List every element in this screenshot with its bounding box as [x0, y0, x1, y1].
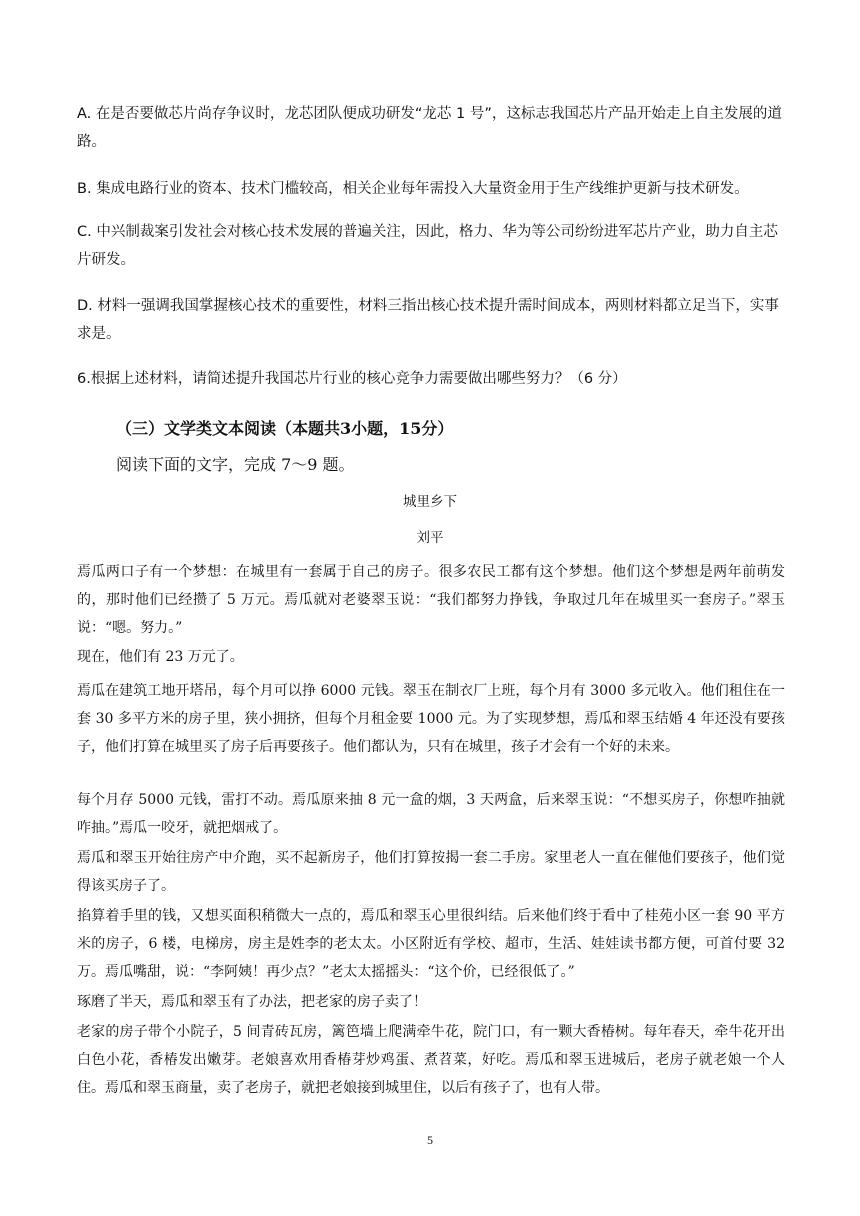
story-paragraph: 焉瓜和翠玉开始往房产中介跑，买不起新房子，他们打算按揭一套二手房。家里老人一直在催他们要孩子，他们觉得该买房子了。	[77, 850, 785, 894]
option-d: D. 材料一强调我国掌握核心技术的重要性，材料三指出核心技术提升需时间成本，两则材料都立足当下，实事求是。	[77, 298, 779, 342]
page-number: 5	[427, 1133, 433, 1147]
story-paragraph: 焉瓜两口子有一个梦想：在城里有一套属于自己的房子。很多农民工都有这个梦想。他们这个梦想是两年前萌发的，那时他们已经攒了 5 万元。焉瓜就对老婆翠玉说：“我们都努力挣钱，争取过几年在城里买一套房子。”翠玉说：“嗯。努力。”	[77, 564, 785, 636]
story-paragraph: 老家的房子带个小院子，5 间青砖瓦房，篱笆墙上爬满牵牛花，院门口，有一颗大香椿树。每年春天，牵牛花开出白色小花，香椿发出嫩芽。老娘喜欢用香椿芽炒鸡蛋、煮苕菜，好吃。焉瓜和翠玉进城后，老房子就老娘一个人住。焉瓜和翠玉商量，卖了老房子，就把老娘接到城里住，以后有孩子了，也有人带。	[77, 1024, 785, 1096]
question-6: 6.根据上述材料，请简述提升我国芯片行业的核心竞争力需要做出哪些努力？（6 分）	[77, 371, 627, 387]
option-a: A. 在是否要做芯片尚存争议时，龙芯团队便成功研发“龙芯 1 号”，这标志我国芯片产品开始走上自主发展的道路。	[77, 106, 782, 150]
story-author: 刘平	[416, 530, 444, 546]
story-paragraph: 现在，他们有 23 万元了。	[77, 649, 244, 665]
story-paragraph: 焉瓜在建筑工地开塔吊，每个月可以挣 6000 元钱。翠玉在制衣厂上班，每个月有 3000 多元收入。他们租住在一套 30 多平方米的房子里，狭小拥挤，但每个月租金要 1000 元。为了实现梦想，焉瓜和翠玉结婚 4 年还没有要孩子，他们打算在城里买了房子后再要孩子。他们都认为，只有在城里，孩子才会有一个好的未来。	[77, 683, 785, 755]
option-c: C. 中兴制裁案引发社会对核心技术发展的普遍关注，因此，格力、华为等公司纷纷进军芯片产业，助力自主芯片研发。	[77, 224, 778, 268]
story-paragraph: 琢磨了半天，焉瓜和翠玉有了办法，把老家的房子卖了！	[77, 994, 427, 1010]
option-b: B. 集成电路行业的资本、技术门槛较高，相关企业每年需投入大量资金用于生产线维护更新与技术研发。	[77, 181, 749, 197]
story-paragraph: 掐算着手里的钱，又想买面积稍微大一点的，焉瓜和翠玉心里很纠结。后来他们终于看中了桂苑小区一套 90 平方米的房子，6 楼，电梯房，房主是姓李的老太太。小区附近有学校、超市，生活、娃娃读书都方便，可首付要 32 万。焉瓜嘴甜，说：“李阿姨！再少点？”老太太摇摇头：“这个价，已经很低了。”	[77, 908, 785, 980]
reading-instruction: 阅读下面的文字，完成 7～9 题。	[116, 455, 355, 474]
story-paragraph: 每个月存 5000 元钱，雷打不动。焉瓜原来抽 8 元一盒的烟，3 天两盒，后来翠玉说：“不想买房子，你想咋抽就咋抽。”焉瓜一咬牙，就把烟戒了。	[77, 792, 785, 836]
story-title: 城里乡下	[403, 494, 457, 510]
section-heading: （三）文学类文本阅读（本题共3小题，15分）	[116, 419, 454, 438]
